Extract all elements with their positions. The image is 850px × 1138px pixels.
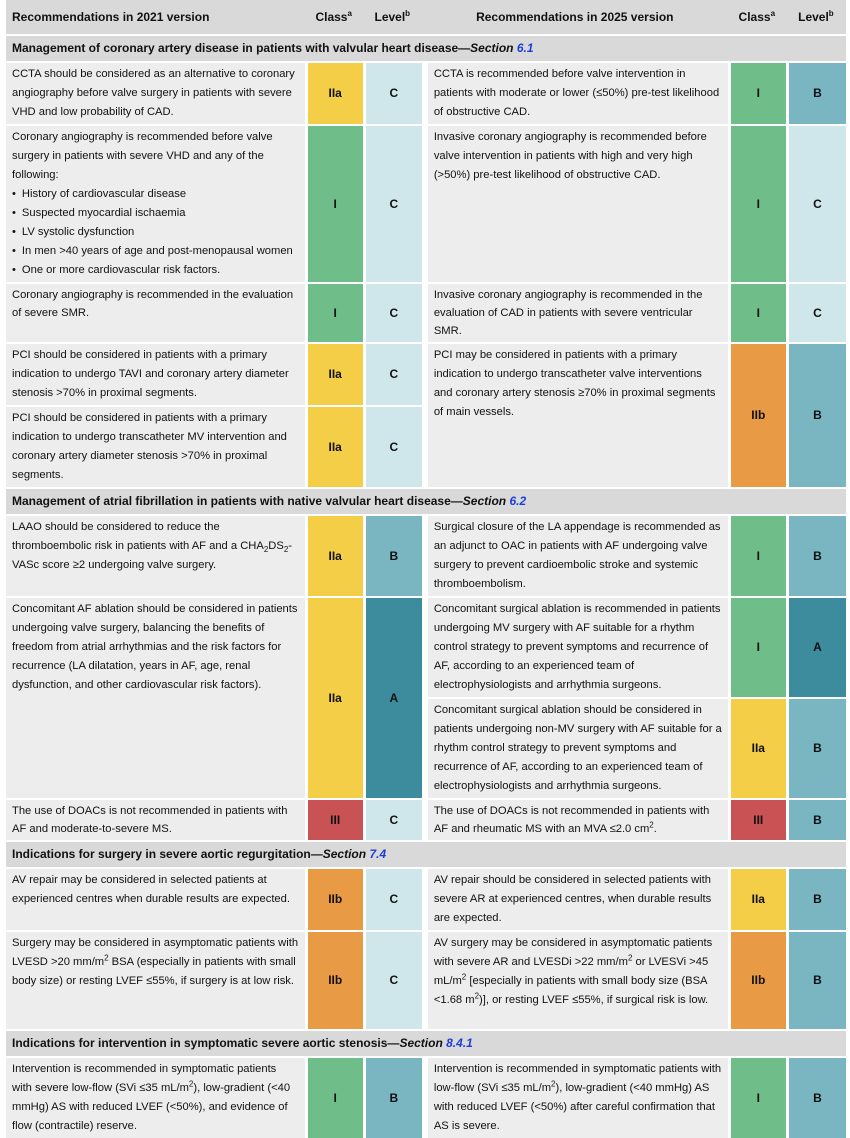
recommendation-text: Surgery may be considered in asymptomatic patients with LVESD >20 mm/m — [12, 937, 299, 968]
header-class-2021 — [305, 0, 363, 34]
section-title-text: Indications for intervention in symptomatic severe aortic stenosis— — [12, 1036, 400, 1050]
header-class-footnote: a — [347, 8, 352, 18]
recommendation-text: ), low-gradient (<40 mmHg) AS with reduced LVEF (<50%), and evidence of flow (contractile) reserve. — [12, 1082, 291, 1132]
level-badge: B — [786, 342, 846, 487]
level-badge: B — [786, 798, 846, 840]
section-title-text: Management of atrial fibrillation in patients with native valvular heart disease— — [12, 494, 463, 508]
table-row — [6, 61, 846, 124]
level-badge: B — [786, 930, 846, 1029]
recommendation-2021 — [6, 1056, 305, 1138]
table-row — [6, 342, 846, 405]
class-badge: IIb — [305, 930, 363, 1029]
section-title — [6, 1029, 846, 1056]
table-row — [6, 867, 846, 930]
header-level-footnote: b — [828, 8, 834, 18]
header-2025-version: Recommendations in 2025 version — [422, 0, 728, 34]
recommendation-2025: Surgical closure of the LA appendage is recommended as an adjunct to OAC in patients with AF undergoing valve surgery to prevent cardioembolic stroke and systemic thromboembolism. — [422, 514, 728, 596]
list-item: • LV systolic dysfunction — [12, 223, 299, 242]
recommendation-text: -VASc score ≥2 undergoing valve surgery. — [12, 540, 293, 571]
header-level-label: Level — [374, 9, 406, 24]
recommendations-table-container — [6, 0, 846, 1138]
recommendation-2021: CCTA should be considered as an alternative to coronary angiography before valve surgery in patients with severe VHD and low probability of CAD. — [6, 61, 305, 124]
section-header-row — [6, 1029, 846, 1056]
table-row — [6, 514, 846, 596]
recommendation-text: ), low-gradient (<40 mmHg) AS with reduced LVEF (<50%) after careful confirmation that AS is severe. — [433, 1082, 715, 1132]
level-badge: C — [363, 405, 422, 487]
recommendation-text: . — [653, 823, 657, 835]
recommendation-2025 — [422, 798, 728, 840]
section-title — [6, 840, 846, 867]
header-level-2025 — [786, 0, 846, 34]
superscript: 2 — [649, 820, 654, 830]
recommendation-text: The use of DOACs is not recommended in patients with AF and rheumatic MS with an MVA ≤2.0 cm — [433, 805, 710, 835]
level-badge: B — [363, 1056, 422, 1138]
level-badge: A — [363, 596, 422, 798]
table-row — [6, 596, 846, 697]
level-badge: B — [786, 697, 846, 798]
class-badge: I — [728, 1056, 786, 1138]
level-badge: B — [786, 867, 846, 930]
recommendation-text: Intervention is recommended in symptomatic patients with low-flow (SVi ≤35 mL/m — [433, 1063, 722, 1094]
recommendation-2025: CCTA is recommended before valve intervention in patients with moderate or lower (≤50%) pre-test likelihood of obstructive CAD. — [422, 61, 728, 124]
recommendation-2025: Invasive coronary angiography is recommended in the evaluation of CAD in patients with severe ventricular SMR. — [422, 282, 728, 342]
recommendation-text: or LVESVi >45 mL/m — [433, 956, 709, 987]
class-badge: IIa — [305, 514, 363, 596]
section-word: Section — [322, 847, 370, 861]
header-class-label: Class — [738, 9, 771, 24]
header-class-label: Class — [315, 9, 348, 24]
section-word: Section — [470, 41, 517, 55]
recommendation-2021: PCI should be considered in patients with a primary indication to undergo transcatheter MV intervention and coronary artery diameter stenosis >70% in proximal segments. — [6, 405, 305, 487]
level-badge: C — [363, 798, 422, 840]
level-badge: C — [363, 124, 422, 282]
class-badge: IIa — [305, 405, 363, 487]
class-badge: IIa — [728, 867, 786, 930]
recommendation-2021: Concomitant AF ablation should be considered in patients undergoing valve surgery, balancing the benefits of freedom from atrial arrhythmias and the risk factors for recurrence (LA dilatation, years in AF, age, renal dysfunction, and other cardiovascular risk factors). — [6, 596, 305, 798]
header-level-label: Level — [798, 9, 829, 24]
subscript: 2 — [283, 545, 289, 555]
section-header-row — [6, 487, 846, 514]
level-badge: B — [363, 514, 422, 596]
recommendation-text: Intervention is recommended in symptomatic patients with severe low-flow (SVi ≤35 mL/m — [12, 1063, 277, 1094]
table-row — [6, 798, 846, 840]
level-badge: C — [363, 282, 422, 342]
criteria-list — [12, 185, 299, 280]
recommendations-comparison-table — [6, 0, 846, 1138]
class-badge: IIa — [305, 342, 363, 405]
recommendation-2021: PCI should be considered in patients with a primary indication to undergo TAVI and coronary artery diameter stenosis >70% in proximal segments. — [6, 342, 305, 405]
recommendation-2025: PCI may be considered in patients with a primary indication to undergo transcatheter valve interventions and coronary artery stenosis ≥70% in proximal segments of main vessels. — [422, 342, 728, 487]
recommendation-intro: Coronary angiography is recommended before valve surgery in patients with severe VHD and any of the following: — [12, 131, 273, 181]
level-badge: C — [363, 342, 422, 405]
table-row — [6, 124, 846, 282]
level-badge: C — [786, 124, 846, 282]
recommendation-text: BSA (especially in patients with small body size) or resting LVEF ≤55%, if surgery is at low risk. — [12, 956, 296, 987]
level-badge: B — [786, 61, 846, 124]
recommendation-2025: Concomitant surgical ablation should be considered in patients undergoing non-MV surgery with AF suitable for a rhythm control strategy to prevent symptoms and recurrence of AF, according to an experienced team of electrophysiologists and arrhythmia surgeons. — [422, 697, 728, 798]
recommendation-text: )], or resting LVEF ≤55%, if surgical risk is low. — [479, 994, 709, 1006]
recommendation-2025: Invasive coronary angiography is recommended before valve intervention in patients with high and very high (>50%) pre-test likelihood of obstructive CAD. — [422, 124, 728, 282]
recommendation-2021 — [6, 124, 305, 282]
superscript: 2 — [461, 972, 467, 982]
class-badge: I — [728, 124, 786, 282]
class-badge: III — [305, 798, 363, 840]
class-badge: I — [728, 282, 786, 342]
class-badge: I — [728, 514, 786, 596]
section-title — [6, 487, 846, 514]
recommendation-2025: Concomitant surgical ablation is recommended in patients undergoing MV surgery with AF suitable for a rhythm control strategy to prevent symptoms and recurrence of AF, according to an experienced team of electrophysiologists and arrhythmia surgeons. — [422, 596, 728, 697]
section-link[interactable]: 8.4.1 — [446, 1036, 473, 1050]
class-badge: IIb — [728, 342, 786, 487]
header-2021-version: Recommendations in 2021 version — [6, 0, 305, 34]
section-header-row — [6, 840, 846, 867]
recommendation-2021 — [6, 930, 305, 1029]
recommendation-2025: AV repair should be considered in selected patients with severe AR at experienced centres, when durable results are expected. — [422, 867, 728, 930]
recommendation-2021: Coronary angiography is recommended in the evaluation of severe SMR. — [6, 282, 305, 342]
recommendation-text: [especially in patients with small body size (BSA <1.68 m — [433, 975, 707, 1006]
class-badge: I — [728, 61, 786, 124]
superscript: 2 — [627, 953, 633, 963]
list-item: • History of cardiovascular disease — [12, 185, 299, 204]
level-badge: B — [786, 1056, 846, 1138]
level-badge: C — [786, 282, 846, 342]
superscript: 2 — [188, 1079, 194, 1089]
level-badge: C — [363, 867, 422, 930]
class-badge: IIa — [728, 697, 786, 798]
header-class-2025 — [728, 0, 786, 34]
class-badge: I — [305, 282, 363, 342]
section-link[interactable]: 6.2 — [509, 494, 527, 508]
section-title — [6, 34, 846, 61]
recommendation-text: DS — [268, 540, 284, 552]
superscript: 2 — [104, 953, 109, 963]
subscript: 2 — [263, 545, 269, 555]
level-badge: A — [786, 596, 846, 697]
table-header-row — [6, 0, 846, 34]
level-badge: C — [363, 930, 422, 1029]
header-level-footnote: b — [405, 8, 411, 18]
level-badge: B — [786, 514, 846, 596]
class-badge: I — [728, 596, 786, 697]
class-badge: IIb — [305, 867, 363, 930]
recommendation-2021: AV repair may be considered in selected patients at experienced centres when durable results are expected. — [6, 867, 305, 930]
recommendation-text: AV surgery may be considered in asymptomatic patients with severe AR and LVESDi >22 mm/m — [433, 937, 713, 968]
recommendation-2021: The use of DOACs is not recommended in patients with AF and moderate-to-severe MS. — [6, 798, 305, 840]
class-badge: I — [305, 1056, 363, 1138]
section-title-text: Management of coronary artery disease in patients with valvular heart disease— — [12, 41, 471, 55]
recommendation-2025 — [422, 930, 728, 1029]
superscript: 2 — [474, 991, 480, 1001]
recommendation-2021 — [6, 514, 305, 596]
level-badge: C — [363, 61, 422, 124]
class-badge: I — [305, 124, 363, 282]
list-item: • One or more cardiovascular risk factors. — [12, 261, 299, 280]
superscript: 2 — [551, 1079, 556, 1089]
table-row — [6, 282, 846, 342]
list-item: • Suspected myocardial ischaemia — [12, 204, 299, 223]
class-badge: IIa — [305, 61, 363, 124]
section-link[interactable]: 6.1 — [516, 41, 534, 55]
class-badge: IIb — [728, 930, 786, 1029]
section-header-row — [6, 34, 846, 61]
class-badge: III — [728, 798, 786, 840]
section-title-text: Indications for surgery in severe aortic regurgitation— — [12, 847, 323, 861]
recommendation-2025 — [422, 1056, 728, 1138]
table-row — [6, 930, 846, 1029]
section-word: Section — [399, 1036, 447, 1050]
recommendation-text: LAAO should be considered to reduce the thromboembolic risk in patients with AF and a CHA — [12, 521, 264, 552]
list-item: • In men >40 years of age and post-menopausal women — [12, 242, 299, 261]
table-row — [6, 1056, 846, 1138]
section-word: Section — [462, 494, 510, 508]
class-badge: IIa — [305, 596, 363, 798]
header-level-2021 — [363, 0, 422, 34]
header-class-footnote: a — [770, 8, 776, 18]
section-link[interactable]: 7.4 — [369, 847, 387, 861]
